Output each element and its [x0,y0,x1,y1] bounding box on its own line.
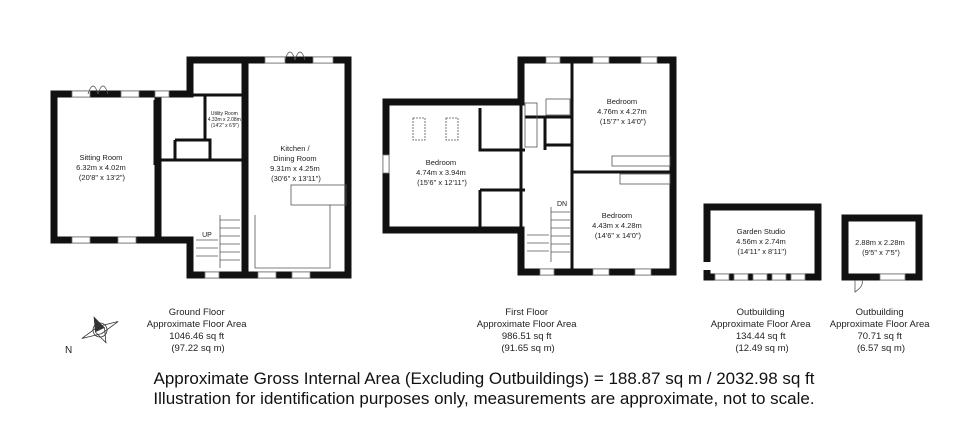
outbuilding-2-area: Outbuilding Approximate Floor Area 70.71 sq ft (6.57 sq m) [829,307,930,354]
interior-walls [155,95,245,165]
kitchen-counter [291,185,346,205]
kitchen-counter [255,205,330,268]
stair-label: DN [556,201,568,208]
skylight [413,118,425,140]
outbuilding-label: 2.88m x 2.28m (9'5" x 7'5") [855,238,905,257]
garden-studio-plan [707,207,818,280]
gross-area-text: Approximate Gross Internal Area (Excluding Outbuildings) = 188.87 sq m / 2032.98 sq ft [153,369,815,388]
bath [525,103,537,147]
windows [715,274,805,280]
wardrobe [612,156,670,166]
stairs [527,207,570,262]
first-floor-plan [383,57,673,275]
ground-floor-plan [54,52,348,278]
disclaimer-text: Illustration for identification purposes only, measurements are approximate, not to scale. [153,389,815,408]
utility-room-label: Utility Room 4.33m x 2.08m (14'2" x 6'9") [207,111,241,129]
outbuilding-plan [845,218,919,292]
stairs [196,215,240,268]
door [855,280,862,292]
shower [546,99,570,115]
bedroom-label: Bedroom 4.74m x 3.94m (15'6" x 12'11") [416,158,467,187]
sitting-room-label: Sitting Room 6.32m x 4.02m (20'8" x 13'2") [76,153,126,182]
window [880,274,905,280]
garden-studio-label: Garden Studio 4.56m x 2.74m (14'11" x 8'11") [736,227,787,256]
hall-walls [158,60,245,275]
kitchen-label: Kitchen / Dining Room 9.31m x 4.25m (30'6" x 13'11") [270,144,321,183]
outbuilding-1-area: Outbuilding Approximate Floor Area 134.44 sq ft (12.49 sq m) [710,307,811,354]
compass [65,309,124,356]
compass-north-label: N [65,345,73,356]
bedroom-label: Bedroom 4.43m x 4.28m (14'6" x 14'0") [592,211,642,240]
ground-floor-area: Ground Floor Approximate Floor Area 1046.46 sq ft (97.22 sq m) [146,307,247,354]
wardrobe [620,174,670,184]
first-floor-area: First Floor Approximate Floor Area 986.51 sq ft (91.65 sq m) [476,307,577,354]
bedroom-label: Bedroom 4.76m x 4.27m (15'7" x 14'0") [597,97,647,126]
skylight [446,118,458,140]
stair-label: UP [202,232,212,239]
